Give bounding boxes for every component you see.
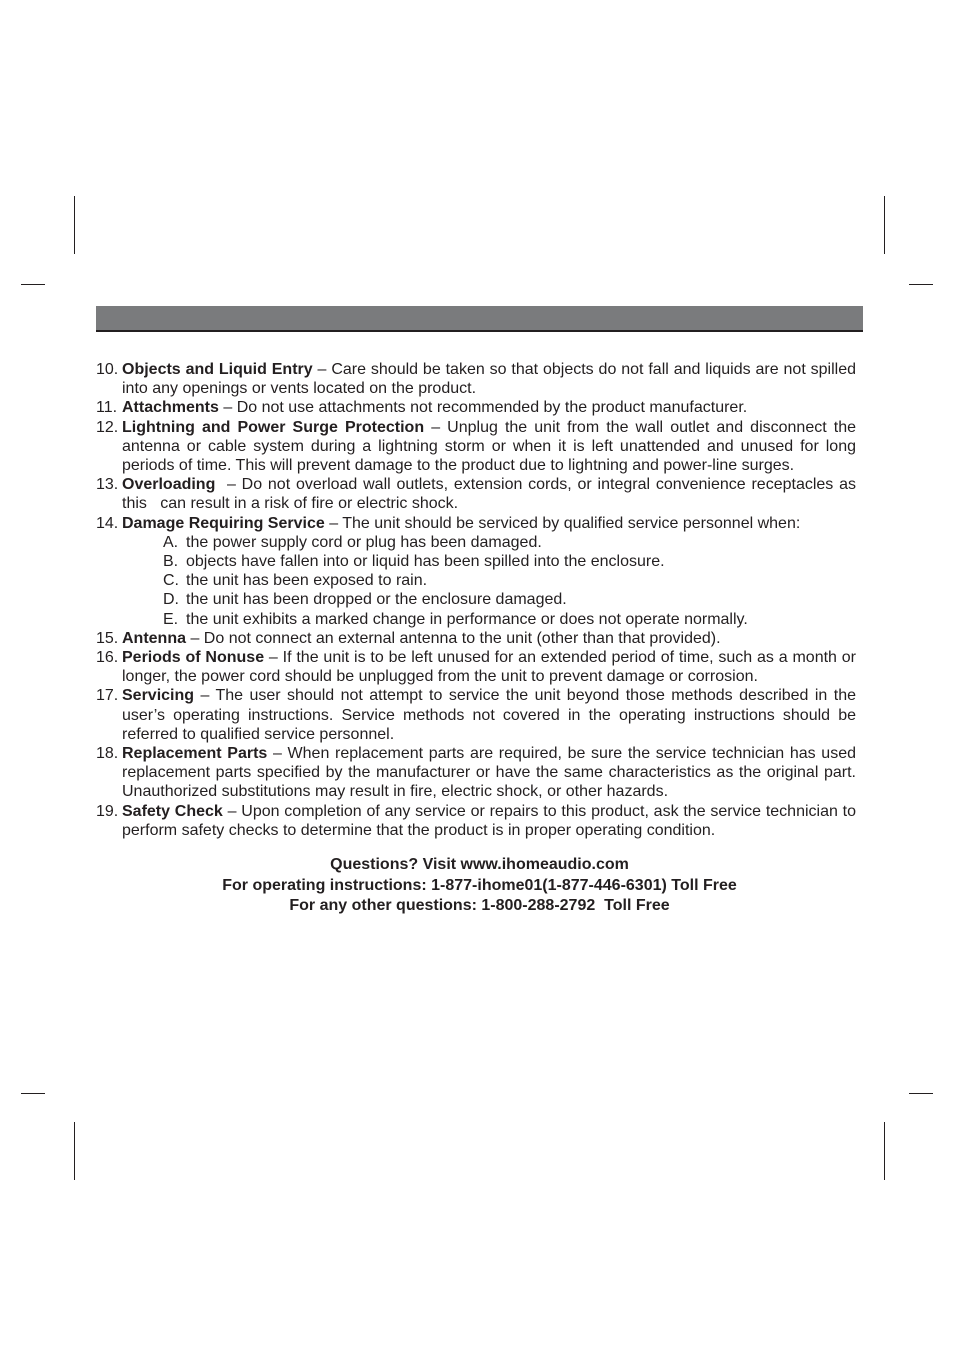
list-item: B. objects have fallen into or liquid has been spilled into the enclosure. <box>163 553 665 571</box>
crop-mark-bottom-left-vertical <box>74 1122 75 1180</box>
operating-instructions-phone: For operating instructions: 1-877-ihome01(1-877-446-6301) Toll Free <box>222 876 737 894</box>
crop-mark-top-right-horizontal <box>909 284 933 285</box>
item-title: Overloading <box>122 476 216 494</box>
crop-mark-top-left-horizontal <box>21 284 45 285</box>
instruction-item-17: 17. Servicing – The user should not attempt to service the unit beyond those methods described in the user’s operating instructions. Service methods not covered in the operating instructions should be referred to qualified service personnel. <box>96 687 856 743</box>
crop-mark-bottom-left-horizontal <box>21 1093 45 1094</box>
safety-instructions-list <box>96 360 861 840</box>
item-text: – Do not connect an external antenna to the unit (other than that provided). <box>186 629 721 647</box>
instruction-item-18: 18. Replacement Parts – When replacement parts are required, be sure the service technician has used replacement parts specified by the manufacturer or have the same characteristics as the original part. Unauthorized substitutions may result in fire, electric shock, or other hazards. <box>96 745 856 801</box>
item-title: Damage Requiring Service <box>122 514 325 532</box>
instruction-item-10: 10. Objects and Liquid Entry – Care should be taken so that objects do not fall and liquids are not spilled into any openings or vents located on the product. <box>96 361 857 398</box>
instruction-item-12: 12. Lightning and Power Surge Protection – Unplug the unit from the wall outlet and disconnect the antenna or cable system during a lightning storm or when it is left unattended and unused for long periods of time. This will prevent damage to the product due to lightning and power-line surges. <box>96 418 857 475</box>
crop-mark-bottom-right-vertical <box>884 1122 885 1180</box>
section-header-bar <box>96 306 863 332</box>
website-line: Questions? Visit www.ihomeaudio.com <box>330 856 629 873</box>
item-title: Lightning and Power Surge Protection <box>122 418 425 436</box>
item-title: Antenna <box>122 629 186 647</box>
damage-conditions-list <box>96 533 856 629</box>
list-item: A. the power supply cord or plug has been damaged. <box>163 533 542 551</box>
instruction-item-13: 13. Overloading – Do not overload wall outlets, extension cords, or integral convenience receptacles as this can result in a risk of fire or electric shock. <box>96 476 861 513</box>
contact-info <box>96 855 863 917</box>
item-title: Attachments <box>122 399 219 417</box>
item-text: – Upon completion of any service or repairs to this product, ask the service technician to perform safety checks to determine that the product is in proper operating condition. <box>122 802 856 839</box>
instruction-item-15: 15. Antenna – Do not connect an external antenna to the unit (other than that provided). <box>96 629 721 647</box>
other-questions-phone: For any other questions: 1-800-288-2792 Toll Free <box>289 897 670 914</box>
item-title: Periods of Nonuse <box>122 649 265 667</box>
list-item: D. the unit has been dropped or the enclosure damaged. <box>163 591 567 609</box>
item-text: – Unplug the unit from the wall outlet and disconnect the antenna or cable system during a lightning storm or when it is left unattended and unused for long periods of time. This will prevent damage to the product due to lightning and power-line surges. <box>122 418 857 475</box>
item-title: Safety Check <box>122 802 223 820</box>
item-text: – The user should not attempt to service the unit beyond those methods described in the user’s operating instructions. Service methods not covered in the operating instructions should be referred to qualified service personnel. <box>122 687 856 743</box>
item-text: – When replacement parts are required, be sure the service technician has used replacement parts specified by the manufacturer or have the same characteristics as the original part. Unauthorized substitutions may result in fire, electric shock, or other hazards. <box>122 745 856 801</box>
item-text: – Care should be taken so that objects do not fall and liquids are not spilled into any openings or vents located on the product. <box>122 361 857 398</box>
instruction-item-14: 14. Damage Requiring Service – The unit should be serviced by qualified service personnel when: <box>96 514 801 532</box>
crop-mark-top-left-vertical <box>74 196 75 254</box>
list-item: C. the unit has been exposed to rain. <box>163 572 428 590</box>
crop-mark-bottom-right-horizontal <box>909 1093 933 1094</box>
item-text: – Do not use attachments not recommended by the product manufacturer. <box>218 399 748 417</box>
list-item: E. the unit exhibits a marked change in performance or does not operate normally. <box>163 610 748 628</box>
item-title: Servicing <box>122 687 195 705</box>
instruction-item-16: 16. Periods of Nonuse – If the unit is to be left unused for an extended period of time, such as a month or longer, the power cord should be unplugged from the unit to prevent damage or corrosion. <box>96 649 856 686</box>
instruction-item-11: 11. Attachments – Do not use attachments not recommended by the product manufacturer. <box>96 399 748 417</box>
instruction-item-19: 19. Safety Check – Upon completion of any service or repairs to this product, ask the service technician to perform safety checks to determine that the product is in proper operating condition. <box>96 802 856 839</box>
crop-mark-top-right-vertical <box>884 196 885 254</box>
item-title: Replacement Parts <box>122 745 268 763</box>
item-text: – The unit should be serviced by qualified service personnel when: <box>324 514 801 532</box>
item-text: – If the unit is to be left unused for an extended period of time, such as a month or longer, the power cord should be unplugged from the unit to prevent damage or corrosion. <box>122 649 856 686</box>
item-title: Objects and Liquid Entry <box>122 361 313 378</box>
item-text: – Do not overload wall outlets, extension cords, or integral convenience receptacles as this can result in a risk of fire or electric shock. <box>122 476 861 513</box>
